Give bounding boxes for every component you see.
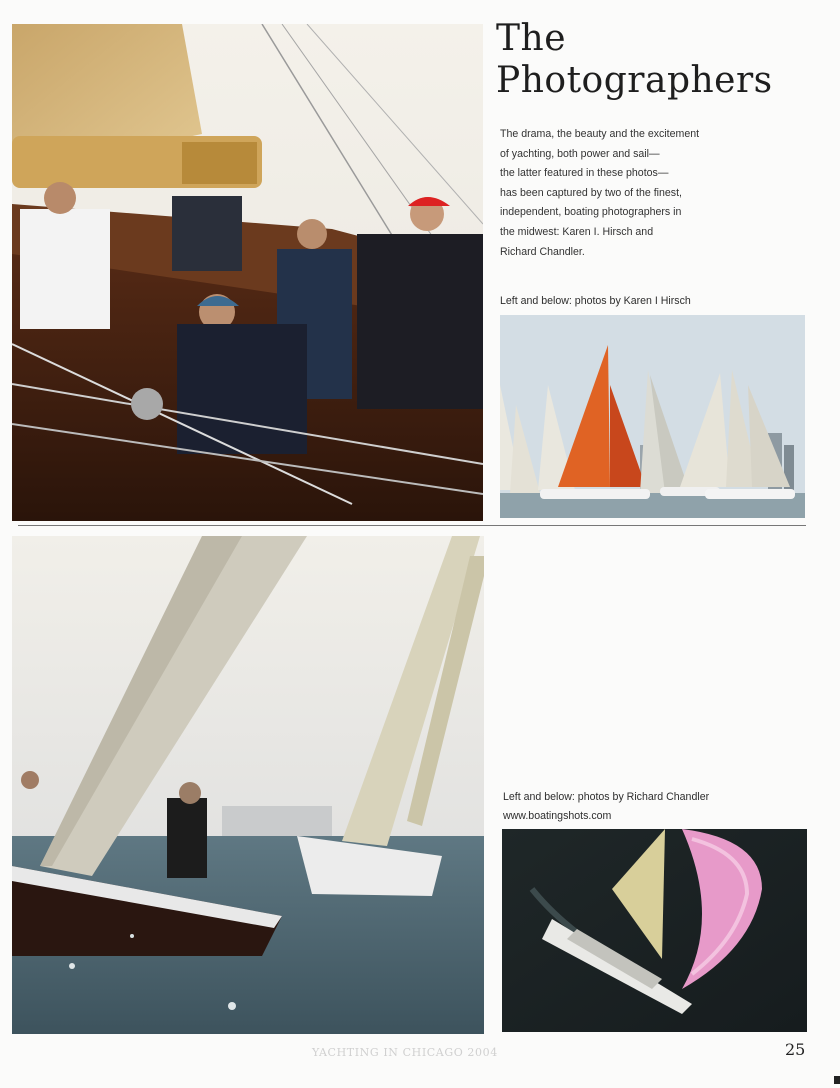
intro-line: Richard Chandler.: [500, 245, 585, 258]
intro-line: the latter featured in these photos—: [500, 167, 669, 180]
intro-line: of yachting, both power and sail—: [500, 147, 660, 160]
caption-hirsch: Left and below: photos by Karen I Hirsch: [500, 295, 691, 307]
caption-chandler-url[interactable]: www.boatingshots.com: [503, 810, 612, 822]
page-number: 25: [785, 1040, 806, 1059]
intro-line: independent, boating photographers in: [500, 206, 682, 219]
page-title: [496, 18, 773, 102]
intro-line: has been captured by two of the finest,: [500, 186, 682, 199]
intro-paragraph: [500, 125, 760, 262]
page-title-line-1: The: [496, 18, 567, 59]
photo-racing-yachts: [12, 536, 484, 1034]
publication-footer: YACHTING IN CHICAGO 2004: [312, 1046, 498, 1059]
intro-line: The drama, the beauty and the excitement: [500, 128, 700, 140]
photo-pink-spinnaker: [502, 829, 807, 1032]
page-title-line-2: Photographers: [496, 60, 773, 101]
intro-line: the midwest: Karen I. Hirsch and: [500, 225, 654, 238]
photo-regatta-fleet: [500, 315, 805, 518]
page-edge-mark: [834, 1076, 840, 1084]
photo-crew-on-deck: [12, 24, 483, 521]
section-divider: [18, 525, 806, 526]
caption-chandler: Left and below: photos by Richard Chandler: [503, 791, 710, 803]
